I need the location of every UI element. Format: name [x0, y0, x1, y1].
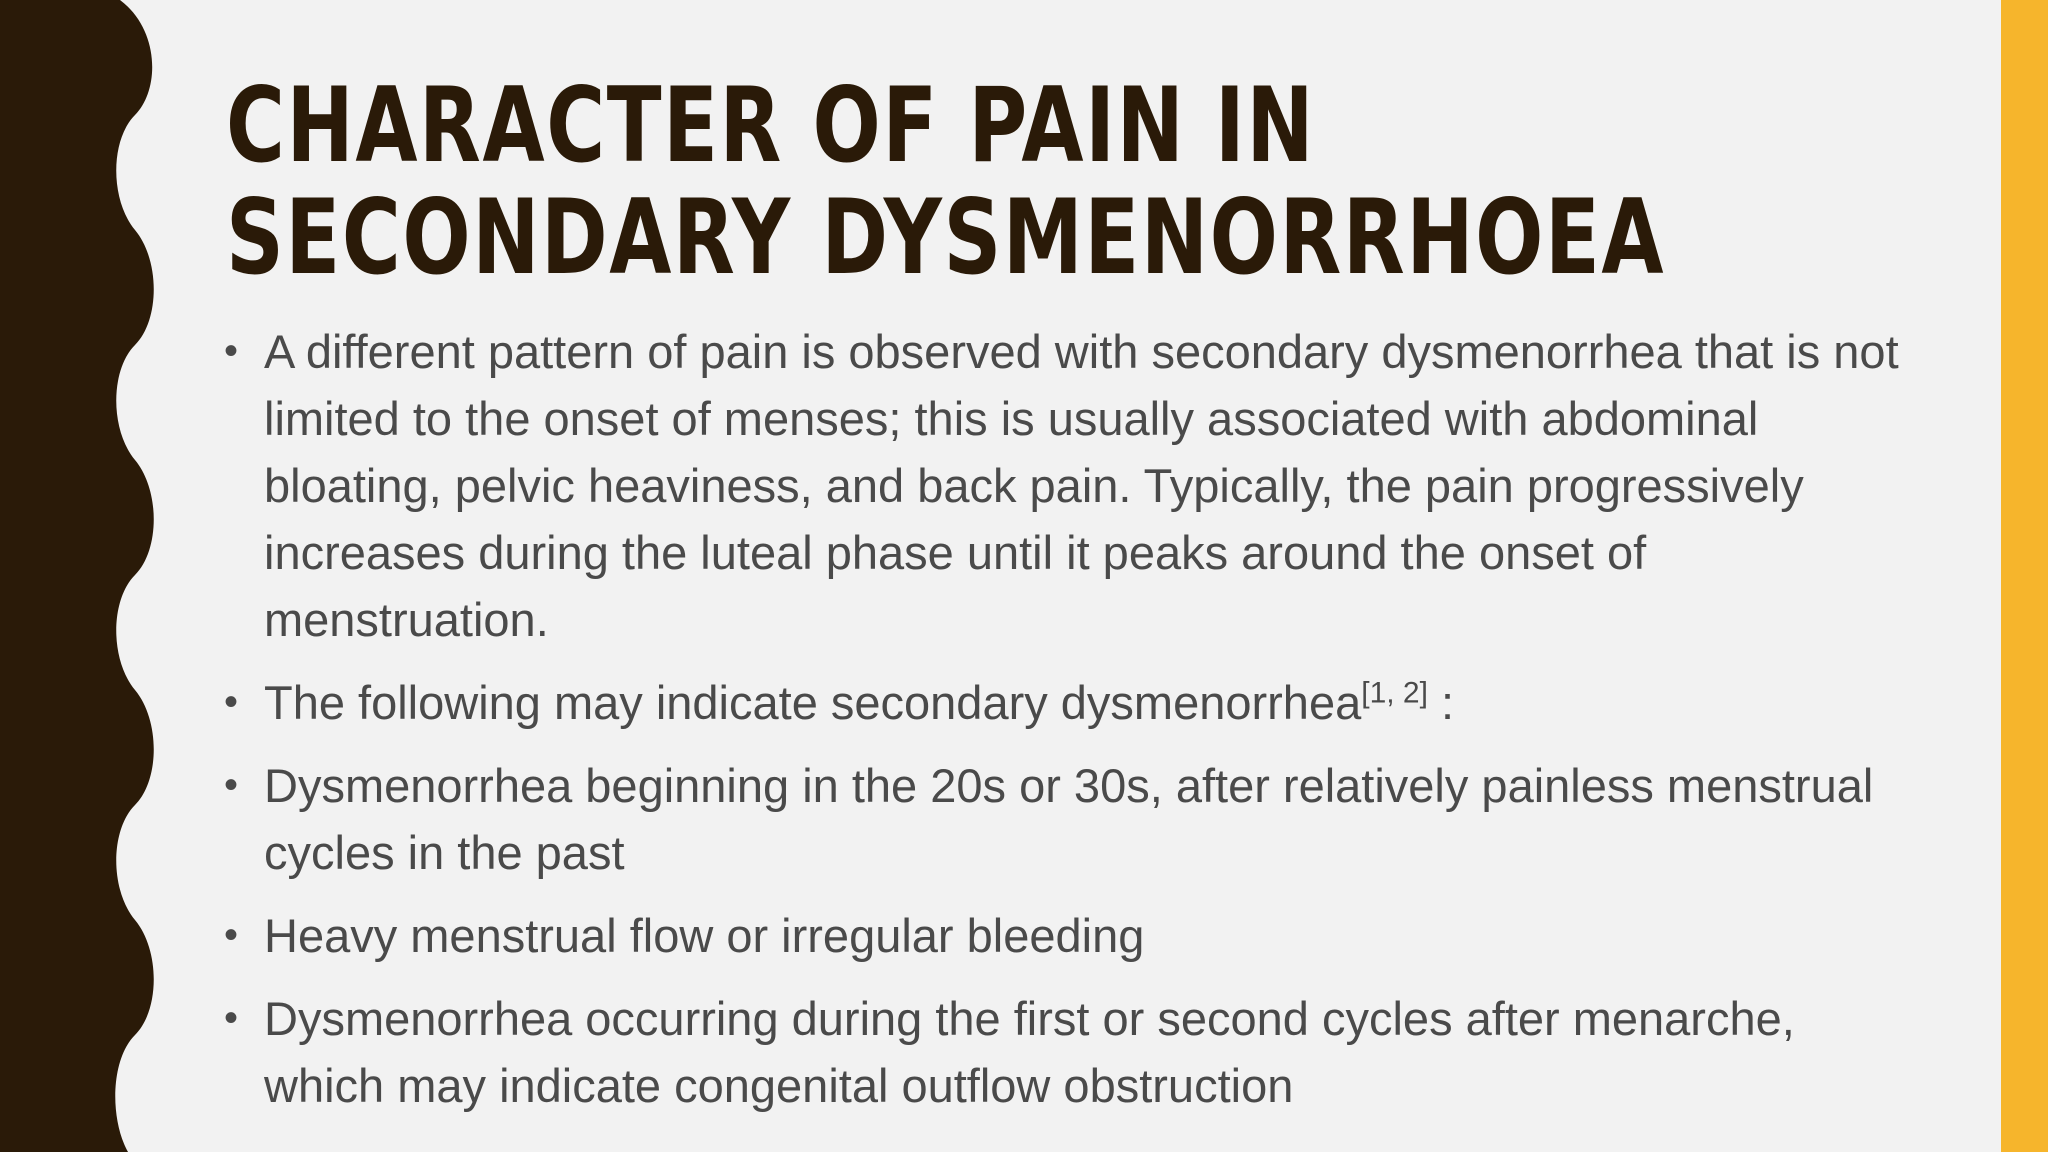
bullet-item	[224, 669, 1904, 736]
bullet-dot-icon: •	[224, 680, 239, 724]
right-accent-bar	[2001, 0, 2048, 1152]
bullet-item	[224, 902, 1904, 969]
bullet-text: Heavy menstrual flow or irregular bleeding	[264, 909, 1145, 962]
bullet-suffix: :	[1427, 676, 1455, 729]
bullet-text: Dysmenorrhea occurring during the first or second cycles after menarche, which may indicate congenital outflow obstruction	[264, 992, 1795, 1112]
bullet-text: The following may indicate secondary dysmenorrhea	[264, 676, 1362, 729]
bullet-list	[224, 318, 1904, 1135]
bullet-item	[224, 985, 1904, 1119]
bullet-dot-icon: •	[224, 763, 239, 807]
bullet-text: A different pattern of pain is observed with secondary dysmenorrhea that is not limited to the onset of menses; this is usually associated with abdominal bloating, pelvic heaviness, and back pain. Typically, the pain progressively increases during the luteal phase until it peaks around the onset of menstruation.	[264, 325, 1899, 646]
wavy-left-border	[0, 0, 160, 1152]
bullet-dot-icon: •	[224, 329, 239, 373]
bullet-item	[224, 752, 1904, 886]
bullet-item	[224, 318, 1904, 653]
bullet-text: Dysmenorrhea beginning in the 20s or 30s, after relatively painless menstrual cycles in the past	[264, 759, 1874, 879]
slide-title: CHARACTER OF PAIN IN SECONDARY DYSMENORRHOEA	[226, 66, 1666, 298]
citation-superscript: [1, 2]	[1361, 676, 1428, 710]
bullet-dot-icon: •	[224, 996, 239, 1040]
bullet-dot-icon: •	[224, 913, 239, 957]
